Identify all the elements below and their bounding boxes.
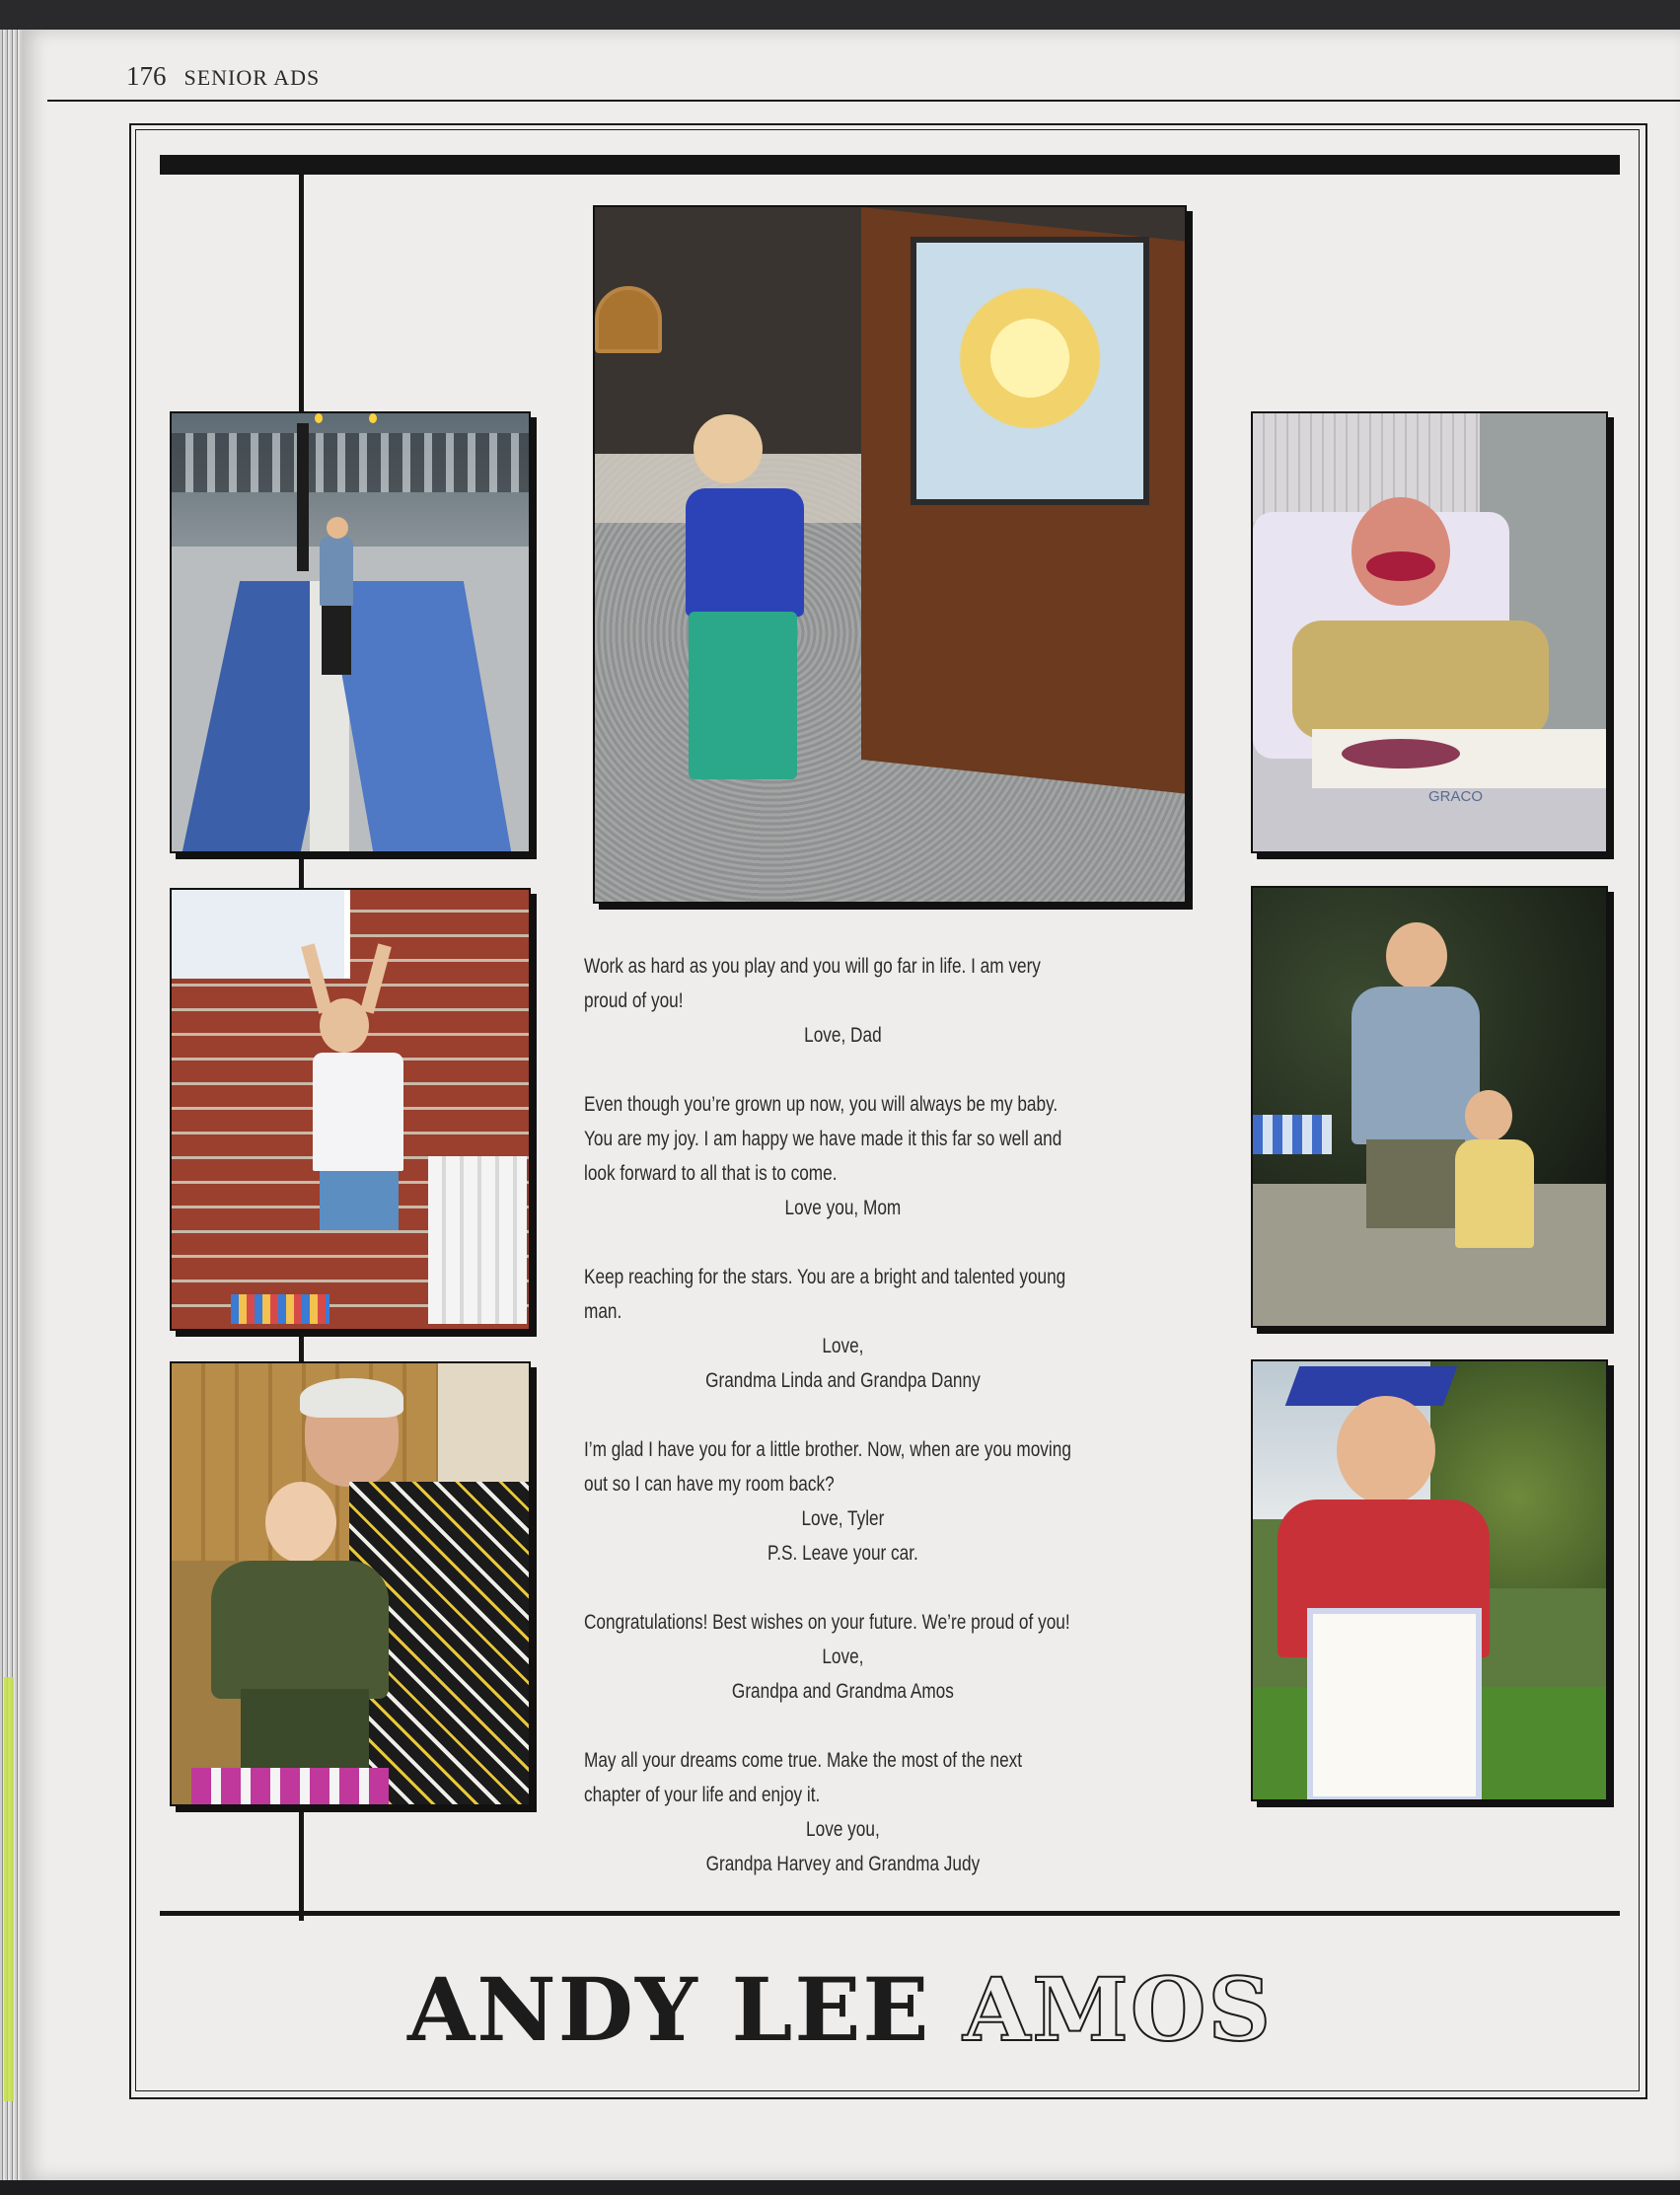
photo-tv [593,205,1187,904]
message-body-line: chapter of your life and enjoy it. [584,1784,821,1806]
message-signature: Grandpa and Grandma Amos [731,1680,954,1703]
header-rule [47,100,1680,102]
message-body-line: man. [584,1300,622,1323]
message-body-line: out so I can have my room back? [584,1473,835,1496]
message-signature: Love, Dad [804,1024,882,1047]
page-number: 176 [126,61,167,91]
message-dad [584,949,1102,1053]
message-grandpa-amos [584,1605,1102,1709]
title-solid: ANDY LEE [406,1958,931,2061]
photo-brothers [1251,886,1608,1328]
message-body-line: Congratulations! Best wishes on your future. We’re proud of you! [584,1611,1070,1634]
message-grandma-linda [584,1260,1102,1398]
message-body-line: You are my joy. I am happy we have made it this far so well and [584,1128,1062,1150]
message-grandpa-harvey [584,1743,1102,1881]
messages-block [584,949,1102,1916]
photo-cake [1251,411,1608,853]
message-signature: Grandma Linda and Grandpa Danny [705,1369,981,1392]
title-outline: AMOS [963,1958,1274,2061]
photo-grandpa [170,1361,531,1806]
senior-name-title [0,1955,1680,2064]
message-body-line: proud of you! [584,989,684,1012]
section-title: SENIOR ADS [183,65,321,90]
message-signature: Love, [822,1646,864,1668]
photo-graduation [1251,1359,1608,1801]
message-body-line: Work as hard as you play and you will go far in life. I am very [584,955,1041,978]
message-tyler [584,1432,1102,1571]
message-signature: Love, [822,1335,864,1357]
photo-dragstrip [170,411,531,853]
message-signature: Grandpa Harvey and Grandma Judy [705,1853,981,1875]
message-body-line: May all your dreams come true. Make the most of the next [584,1749,1023,1772]
message-body-line: Even though you’re grown up now, you will always be my baby. [584,1093,1059,1116]
page-bottom-edge [0,2180,1680,2195]
message-mom [584,1087,1102,1225]
message-signature: Love, Tyler [801,1507,885,1530]
message-body-line: Keep reaching for the stars. You are a bright and talented young [584,1266,1066,1288]
message-signature: Love you, [806,1818,880,1841]
message-signature: Love you, Mom [784,1197,902,1219]
graco-label: GRACO [1428,788,1484,805]
message-body-line: look forward to all that is to come. [584,1162,838,1185]
message-body-line: I’m glad I have you for a little brother. Now, when are you moving [584,1438,1071,1461]
page-header [126,61,320,92]
message-signature: P.S. Leave your car. [767,1542,918,1565]
photo-brick [170,888,531,1331]
top-bar [160,155,1620,175]
